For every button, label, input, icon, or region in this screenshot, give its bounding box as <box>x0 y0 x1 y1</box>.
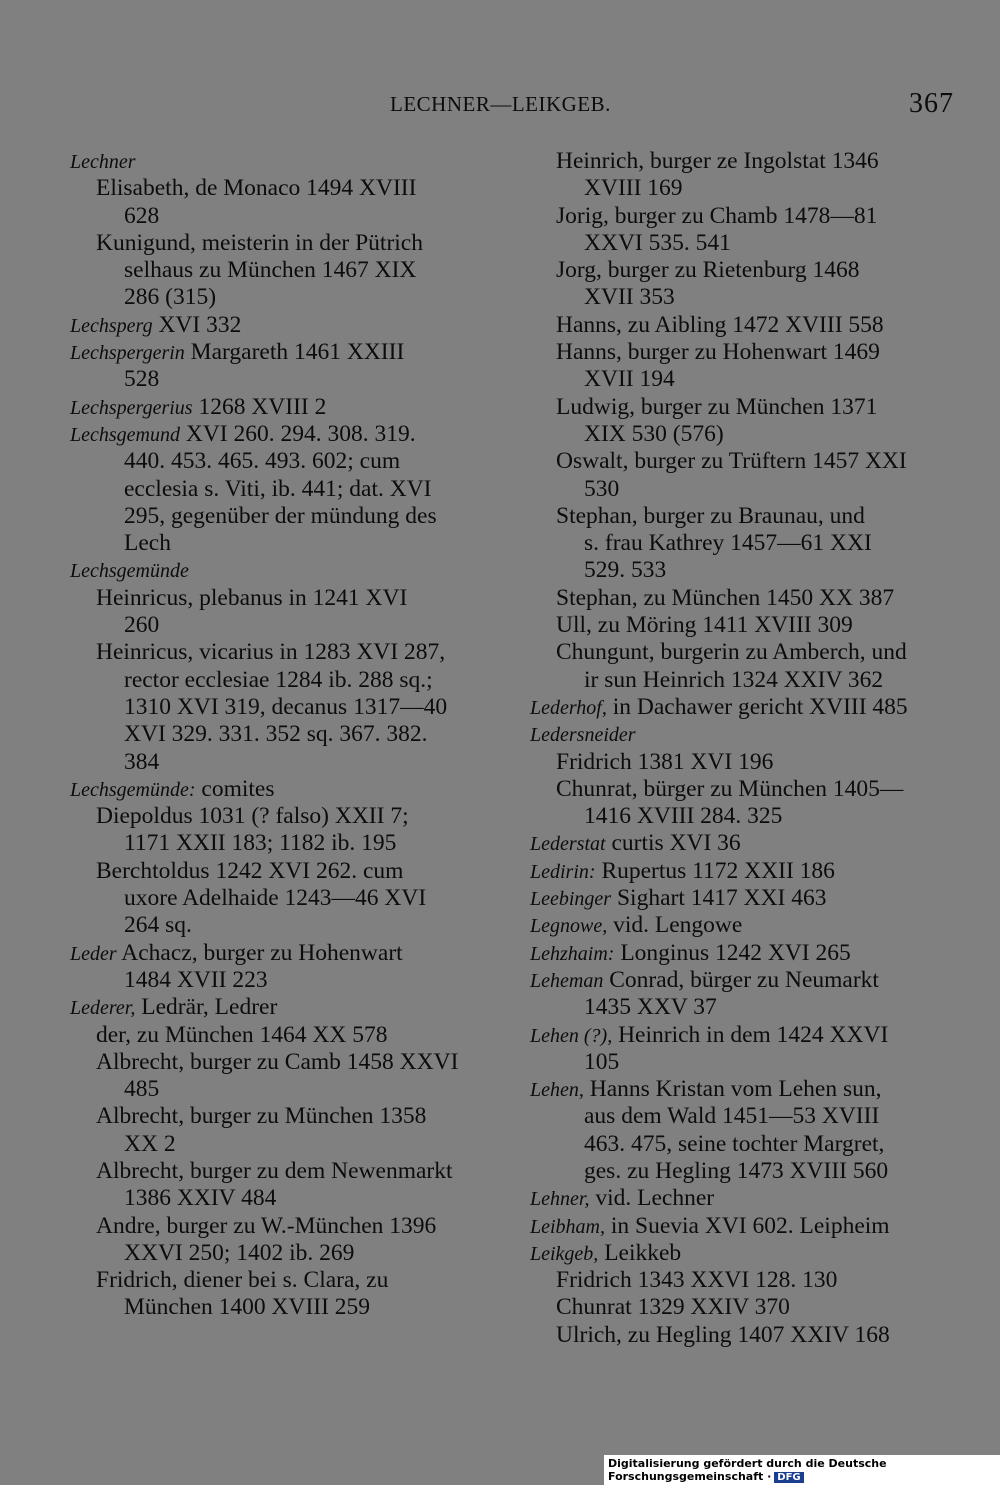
index-line <box>70 421 490 448</box>
entry-text: Margareth 1461 XXIII <box>184 339 405 366</box>
headword: Ledirin: <box>530 860 596 883</box>
entry-text: 628 <box>124 202 160 229</box>
entry-text: Conrad, bürger zu Neumarkt <box>603 966 879 993</box>
index-line <box>70 940 490 967</box>
index-line <box>530 885 952 912</box>
entry-text: 105 <box>584 1048 620 1075</box>
index-line <box>530 1185 952 1212</box>
entry-text: Ull, zu Möring 1411 XVIII 309 <box>556 612 853 639</box>
headword: Lechsperg <box>70 314 153 337</box>
page-header <box>0 88 1000 122</box>
entry-text: Fridrich, diener bei s. Clara, zu <box>96 1267 389 1294</box>
entry-text: 529. 533 <box>584 557 667 584</box>
index-line <box>530 940 952 967</box>
headword: Lehzhaim: <box>530 942 615 965</box>
index-line <box>70 1240 490 1267</box>
headword: Leibham, <box>530 1215 605 1238</box>
entry-text: curtis XVI 36 <box>605 830 741 857</box>
headword: Leder <box>70 942 117 965</box>
entry-text: Hanns Kristan vom Lehen sun, <box>583 1076 882 1103</box>
index-line <box>70 1076 490 1103</box>
entry-text: Heinrich in dem 1424 XXVI <box>612 1021 889 1048</box>
entry-text: Heinricus, vicarius in 1283 XVI 287, <box>96 639 446 666</box>
headword: Lechspergerin <box>70 342 185 365</box>
index-line <box>530 967 952 994</box>
entry-text: XVIII 169 <box>584 175 683 202</box>
headword: Lederstat <box>530 833 606 856</box>
entry-text: comites <box>195 775 275 802</box>
index-line <box>70 830 490 857</box>
headword: Legnowe, <box>530 915 608 938</box>
index-line <box>70 1131 490 1158</box>
index-line <box>70 1185 490 1212</box>
entry-text: XXVI 535. 541 <box>584 229 731 256</box>
entry-text: ges. zu Hegling 1473 XVIII 560 <box>584 1157 889 1184</box>
entry-text: Chungunt, burgerin zu Amberch, und <box>556 639 907 666</box>
headword: Ledersneider <box>530 724 636 747</box>
entry-text: selhaus zu München 1467 XIX <box>124 257 417 284</box>
index-line <box>530 749 952 776</box>
entry-text: Diepoldus 1031 (? falso) XXII 7; <box>96 803 409 830</box>
entry-text: XX 2 <box>124 1130 176 1157</box>
entry-text: XVII 194 <box>584 366 675 393</box>
entry-text: uxore Adelhaide 1243—46 XVI <box>124 885 427 912</box>
entry-text: Hanns, zu Aibling 1472 XVIII 558 <box>556 311 884 338</box>
index-line <box>530 667 952 694</box>
entry-text: 1268 XVIII 2 <box>192 393 327 420</box>
index-line <box>530 612 952 639</box>
index-line <box>70 667 490 694</box>
headword: Lechsgemund <box>70 423 180 446</box>
entry-text: Berchtoldus 1242 XVI 262. cum <box>96 857 404 884</box>
index-line <box>70 530 490 557</box>
entry-text: 528 <box>124 366 160 393</box>
index-line <box>530 148 952 175</box>
index-line <box>530 1076 952 1103</box>
index-line <box>530 203 952 230</box>
entry-text: rector ecclesiae 1284 ib. 288 sq.; <box>124 666 433 693</box>
index-line <box>530 1322 952 1349</box>
dfg-logo: DFG <box>774 1472 803 1483</box>
left-column <box>70 148 490 1322</box>
entry-text: 440. 453. 465. 493. 602; cum <box>124 448 401 475</box>
index-line <box>70 503 490 530</box>
index-line <box>70 394 490 421</box>
index-line <box>70 585 490 612</box>
entry-text: Oswalt, burger zu Trüftern 1457 XXI <box>556 448 907 475</box>
index-line <box>70 749 490 776</box>
headword: Lehen (?), <box>530 1024 613 1047</box>
index-line <box>530 557 952 584</box>
index-line <box>70 1049 490 1076</box>
footer-text: Digitalisierung gefördert durch die Deutsche Forschungsgemeinschaft · <box>608 1457 887 1483</box>
entry-text: Leikkeb <box>598 1239 682 1266</box>
headword: Lederer, <box>70 997 136 1020</box>
entry-text: Lech <box>124 530 171 557</box>
entry-text: 1484 XVII 223 <box>124 966 268 993</box>
entry-text: 485 <box>124 1076 160 1103</box>
index-line <box>70 1267 490 1294</box>
index-line <box>530 912 952 939</box>
index-line <box>530 476 952 503</box>
entry-text: Andre, burger zu W.-München 1396 <box>96 1212 437 1239</box>
index-line <box>70 803 490 830</box>
index-line <box>70 858 490 885</box>
index-line <box>70 1158 490 1185</box>
index-line <box>530 503 952 530</box>
index-line <box>530 421 952 448</box>
index-line <box>70 912 490 939</box>
index-line <box>70 203 490 230</box>
index-line <box>70 557 490 584</box>
index-line <box>70 694 490 721</box>
entry-text: 286 (315) <box>124 284 217 311</box>
index-line <box>530 858 952 885</box>
entry-text: Jorig, burger zu Chamb 1478—81 <box>556 202 878 229</box>
entry-text: der, zu München 1464 XX 578 <box>96 1021 388 1048</box>
entry-text: Achacz, burger zu Hohenwart <box>116 939 403 966</box>
index-line <box>530 394 952 421</box>
entry-text: Fridrich 1381 XVI 196 <box>556 748 774 775</box>
entry-text: Ledrär, Ledrer <box>135 994 278 1021</box>
entry-text: in Suevia XVI 602. Leipheim <box>605 1212 890 1239</box>
entry-text: München 1400 XVIII 259 <box>124 1294 371 1321</box>
entry-text: 530 <box>584 475 620 502</box>
entry-text: Longinus 1242 XVI 265 <box>614 939 851 966</box>
index-line <box>70 448 490 475</box>
entry-text: Rupertus 1172 XXII 186 <box>595 857 835 884</box>
page-number: 367 <box>909 88 954 119</box>
index-line <box>70 967 490 994</box>
index-line <box>530 639 952 666</box>
index-line <box>70 1022 490 1049</box>
index-line <box>70 476 490 503</box>
index-line <box>530 585 952 612</box>
entry-text: Ludwig, burger zu München 1371 <box>556 393 878 420</box>
index-line <box>530 448 952 475</box>
entry-text: Chunrat 1329 XXIV 370 <box>556 1294 790 1321</box>
dfg-footer <box>604 1455 1000 1485</box>
entry-text: Stephan, zu München 1450 XX 387 <box>556 584 895 611</box>
index-line <box>70 339 490 366</box>
index-line <box>70 1294 490 1321</box>
entry-text: 1416 XVIII 284. 325 <box>584 803 783 830</box>
entry-text: 260 <box>124 612 160 639</box>
entry-text: Heinricus, plebanus in 1241 XVI <box>96 584 408 611</box>
headword: Lechsgemünde <box>70 560 189 583</box>
index-line <box>530 1049 952 1076</box>
entry-text: vid. Lengowe <box>607 912 743 939</box>
index-line <box>530 366 952 393</box>
headword: Lechsgemünde: <box>70 778 196 801</box>
index-line <box>70 284 490 311</box>
index-line <box>530 1294 952 1321</box>
index-line <box>70 312 490 339</box>
index-line <box>70 148 490 175</box>
entry-text: 1171 XXII 183; 1182 ib. 195 <box>124 830 397 857</box>
index-line <box>530 1213 952 1240</box>
running-title: LECHNER—LEIKGEB. <box>390 92 611 116</box>
entry-text: ir sun Heinrich 1324 XXIV 362 <box>584 666 884 693</box>
index-line <box>530 284 952 311</box>
entry-text: 295, gegenüber der mündung des <box>124 502 437 529</box>
entry-text: XVII 353 <box>584 284 675 311</box>
entry-text: aus dem Wald 1451—53 XVIII <box>584 1103 880 1130</box>
headword: Leheman <box>530 969 604 992</box>
entry-text: Chunrat, bürger zu München 1405— <box>556 775 904 802</box>
entry-text: 463. 475, seine tochter Margret, <box>584 1130 885 1157</box>
index-line <box>70 721 490 748</box>
headword: Leikgeb, <box>530 1242 599 1265</box>
entry-text: Fridrich 1343 XXVI 128. 130 <box>556 1267 838 1294</box>
headword: Lechner <box>70 151 136 173</box>
entry-text: 384 <box>124 748 160 775</box>
index-line <box>70 366 490 393</box>
index-line <box>530 339 952 366</box>
index-line <box>530 175 952 202</box>
index-line <box>530 1022 952 1049</box>
headword: Lederhof, <box>530 696 607 719</box>
index-line <box>530 994 952 1021</box>
index-line <box>70 175 490 202</box>
index-line <box>70 885 490 912</box>
index-line <box>530 530 952 557</box>
entry-text: 1386 XXIV 484 <box>124 1185 277 1212</box>
headword: Leebinger <box>530 888 612 911</box>
entry-text: Jorg, burger zu Rietenburg 1468 <box>556 257 860 284</box>
index-line <box>70 612 490 639</box>
entry-text: 1310 XVI 319, decanus 1317—40 <box>124 693 448 720</box>
entry-text: 1435 XXV 37 <box>584 994 717 1021</box>
entry-text: Kunigund, meisterin in der Pütrich <box>96 229 423 256</box>
entry-text: vid. Lechner <box>589 1185 715 1212</box>
index-line <box>70 639 490 666</box>
entry-text: in Dachawer gericht XVIII 485 <box>606 693 908 720</box>
entry-text: Stephan, burger zu Braunau, und <box>556 502 865 529</box>
index-line <box>70 1213 490 1240</box>
entry-text: 264 sq. <box>124 912 192 939</box>
index-line <box>530 312 952 339</box>
index-line <box>530 694 952 721</box>
entry-text: Albrecht, burger zu dem Newenmarkt <box>96 1157 453 1184</box>
entry-text: Sighart 1417 XXI 463 <box>611 885 827 912</box>
entry-text: XXVI 250; 1402 ib. 269 <box>124 1239 355 1266</box>
index-line <box>70 1103 490 1130</box>
entry-text: Elisabeth, de Monaco 1494 XVIII <box>96 175 417 202</box>
index-line <box>530 1240 952 1267</box>
entry-text: Albrecht, burger zu Camb 1458 XXVI <box>96 1048 459 1075</box>
index-line <box>530 776 952 803</box>
headword: Lehner, <box>530 1188 590 1211</box>
index-line <box>530 830 952 857</box>
index-line <box>70 994 490 1021</box>
index-line <box>530 1267 952 1294</box>
index-line <box>70 776 490 803</box>
index-line <box>70 257 490 284</box>
headword: Lehen, <box>530 1079 584 1102</box>
headword: Lechspergerius <box>70 396 193 419</box>
index-line <box>530 230 952 257</box>
index-line <box>530 1131 952 1158</box>
entry-text: XVI 260. 294. 308. 319. <box>179 420 416 447</box>
index-line <box>530 1158 952 1185</box>
entry-text: ecclesia s. Viti, ib. 441; dat. XVI <box>124 475 432 502</box>
entry-text: XVI 332 <box>152 311 242 338</box>
entry-text: s. frau Kathrey 1457—61 XXI <box>584 530 872 557</box>
entry-text: Heinrich, burger ze Ingolstat 1346 <box>556 148 879 174</box>
index-line <box>530 1103 952 1130</box>
entry-text: Hanns, burger zu Hohenwart 1469 <box>556 339 880 366</box>
right-column <box>530 148 952 1349</box>
entry-text: Albrecht, burger zu München 1358 <box>96 1103 427 1130</box>
index-line <box>70 230 490 257</box>
entry-text: XIX 530 (576) <box>584 420 724 447</box>
index-line <box>530 257 952 284</box>
entry-text: Ulrich, zu Hegling 1407 XXIV 168 <box>556 1321 890 1348</box>
index-line <box>530 721 952 748</box>
entry-text: XVI 329. 331. 352 sq. 367. 382. <box>124 721 428 748</box>
index-line <box>530 803 952 830</box>
